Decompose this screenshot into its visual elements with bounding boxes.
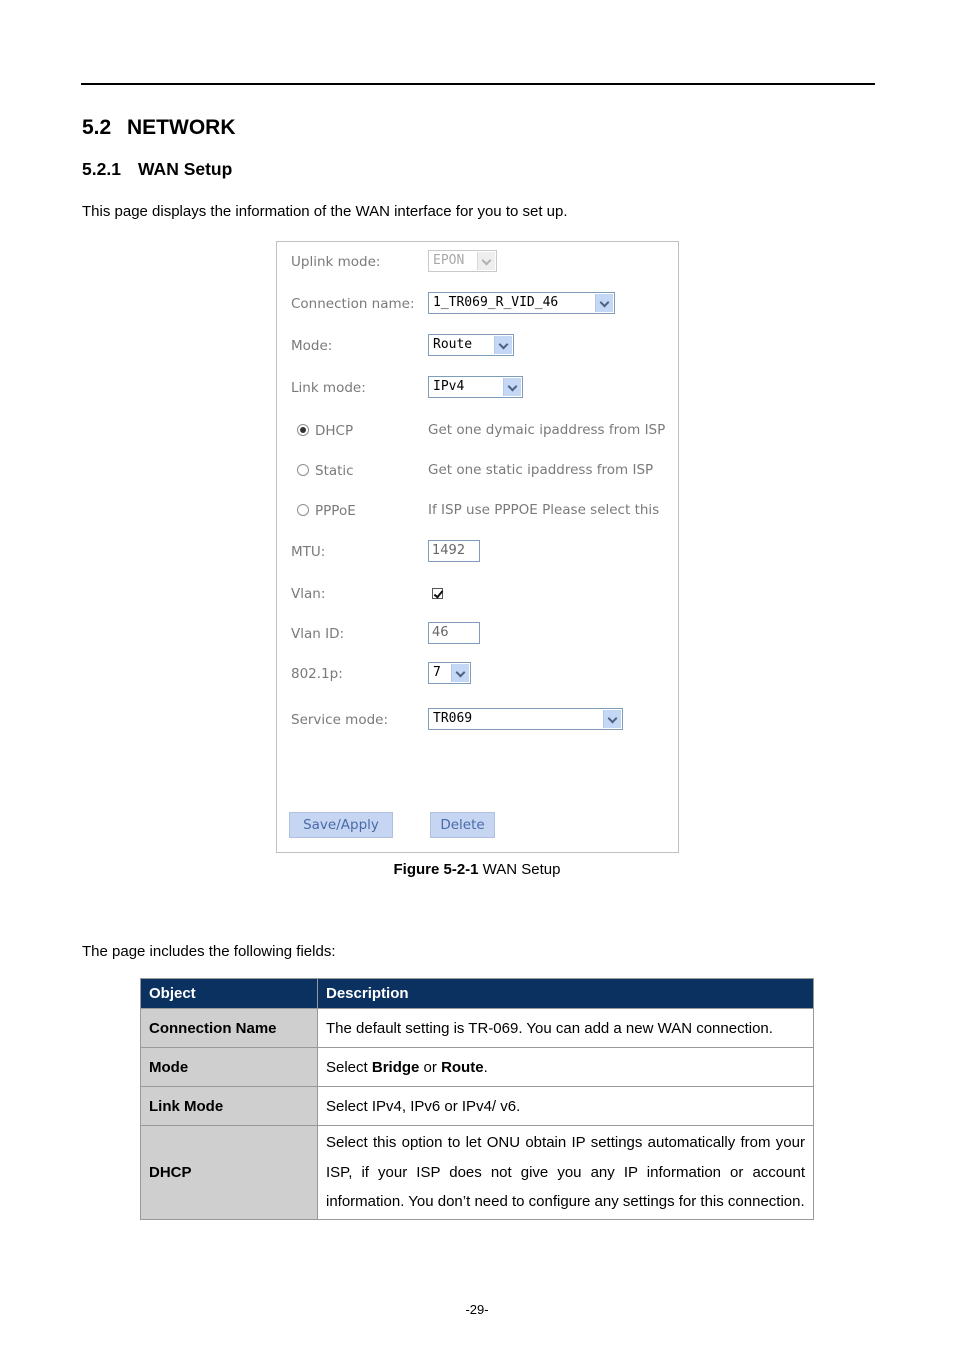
uplink-mode-label: Uplink mode: <box>291 254 381 270</box>
pppoe-label: PPPoE <box>315 503 356 519</box>
service-mode-label: Service mode: <box>291 712 389 728</box>
dhcp-hint: Get one dymaic ipaddress from ISP <box>428 422 666 438</box>
service-mode-select[interactable]: TR069 <box>428 708 623 730</box>
dhcp-label: DHCP <box>315 423 354 439</box>
table-row <box>141 1126 814 1220</box>
table-row <box>141 1087 814 1126</box>
chevron-down-icon <box>451 664 469 682</box>
table-row <box>141 1009 814 1048</box>
priority-8021p-label: 802.1p: <box>291 666 343 682</box>
fields-intro: The page includes the following fields: <box>82 943 336 960</box>
static-radio[interactable] <box>297 464 309 476</box>
object-cell: DHCP <box>141 1126 318 1220</box>
chevron-down-icon <box>477 252 495 270</box>
mode-select[interactable]: Route <box>428 334 514 356</box>
link-mode-select[interactable]: IPv4 <box>428 376 523 398</box>
object-cell: Connection Name <box>141 1009 318 1048</box>
table-row <box>141 1048 814 1087</box>
object-header: Object <box>141 979 318 1009</box>
description-cell: Select IPv4, IPv6 or IPv4/ v6. <box>318 1087 814 1126</box>
chevron-down-icon <box>503 378 521 396</box>
link-mode-label: Link mode: <box>291 380 366 396</box>
delete-button[interactable]: Delete <box>430 812 495 838</box>
save-apply-button[interactable]: Save/Apply <box>289 812 393 838</box>
description-cell: Select this option to let ONU obtain IP settings automatically from your ISP, if your ISP does not give you any IP information or account information. You don’t need to configure any settings for this connection. <box>318 1126 814 1220</box>
vlan-label: Vlan: <box>291 586 326 602</box>
wan-setup-screenshot <box>276 241 679 853</box>
vlan-checkbox[interactable] <box>432 588 443 599</box>
pppoe-radio[interactable] <box>297 504 309 516</box>
static-label: Static <box>315 463 354 479</box>
object-cell: Link Mode <box>141 1087 318 1126</box>
mtu-input[interactable]: 1492 <box>428 540 480 562</box>
chevron-down-icon <box>603 710 621 728</box>
connection-name-select[interactable]: 1_TR069_R_VID_46 <box>428 292 615 314</box>
object-cell: Mode <box>141 1048 318 1087</box>
table-header-row <box>141 979 814 1009</box>
section-heading: 5.2 NETWORK <box>82 116 236 139</box>
mtu-label: MTU: <box>291 544 326 560</box>
description-cell: Select Bridge or Route. <box>318 1048 814 1087</box>
uplink-mode-select[interactable]: EPON <box>428 250 497 272</box>
fields-table <box>140 978 814 1220</box>
header-rule <box>81 83 875 85</box>
static-hint: Get one static ipaddress from ISP <box>428 462 654 478</box>
dhcp-radio[interactable] <box>297 424 309 436</box>
intro-paragraph: This page displays the information of the WAN interface for you to set up. <box>82 203 568 220</box>
priority-8021p-select[interactable]: 7 <box>428 662 471 684</box>
vlan-id-label: Vlan ID: <box>291 626 345 642</box>
subsection-heading: 5.2.1 WAN Setup <box>82 159 233 179</box>
vlan-id-input[interactable]: 46 <box>428 622 480 644</box>
chevron-down-icon <box>595 294 613 312</box>
chevron-down-icon <box>494 336 512 354</box>
figure-caption: Figure 5-2-1 WAN Setup <box>393 861 561 878</box>
description-cell: The default setting is TR-069. You can add a new WAN connection. <box>318 1009 814 1048</box>
mode-label: Mode: <box>291 338 333 354</box>
page-number: -29- <box>465 1302 489 1317</box>
pppoe-hint: If ISP use PPPOE Please select this <box>428 502 660 518</box>
description-header: Description <box>318 979 814 1009</box>
connection-name-label: Connection name: <box>291 296 415 312</box>
